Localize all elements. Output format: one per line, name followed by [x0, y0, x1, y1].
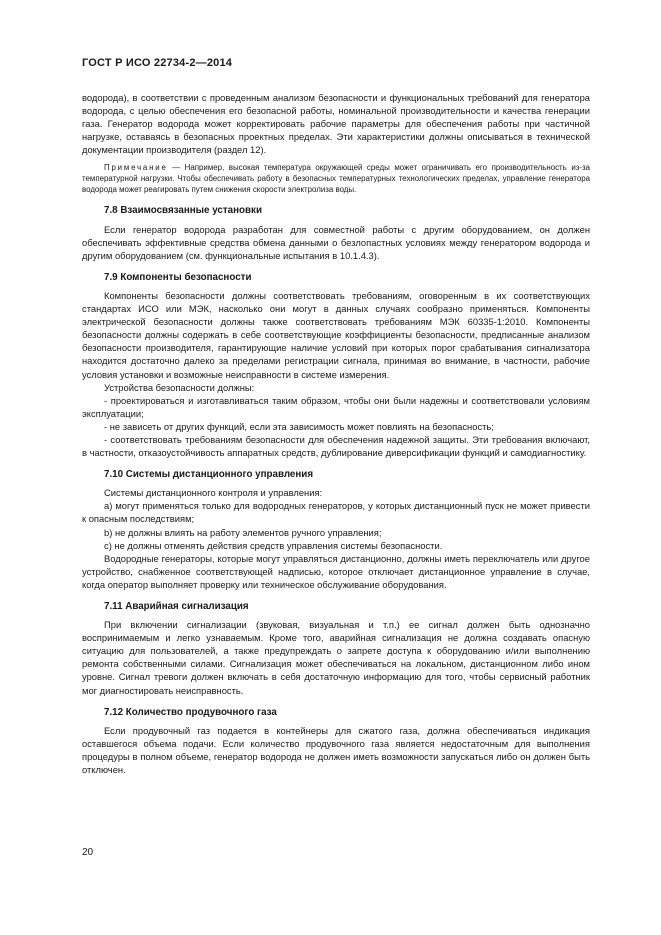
note-text: — Например, высокая температура окружающей среды может ограничивать его производительность из-за температурной нагрузки. Чтобы обеспечивать работу в безопасных температурных технологических пределах, управление генератора водорода может реагировать путем снижения скорости электролиза воды. — [82, 163, 590, 195]
section-7-11-paragraph: При включении сигнализации (звуковая, визуальная и т.п.) ее сигнал должен быть однозначно воспринимаемым и легко узнаваемым. Кроме того, аварийная сигнализация не должна создавать опасную ситуацию для пользователей, а также предупреждать о запрете доступа к оборудованию и/или выполнению ремонта собственными силами. Сигнализация может обеспечиваться на локальном, дистанционном либо ином уровне. Сигнал тревоги должен включать в себя достаточную информацию для того, чтобы сервисный работник мог диагностировать неисправность. — [82, 619, 590, 696]
list-item: a) могут применяться только для водородных генераторов, у которых дистанционный пуск не может привести к опасным последствиям; — [82, 500, 590, 525]
section-7-10-paragraph: Водородные генераторы, которые могут управляться дистанционно, должны иметь переключатель или другое устройство, снабженное соответствующей надписью, которое отключает дистанционное управление в случае, когда оператор выполняет проверку или техническое обслуживание оборудования. — [82, 552, 590, 590]
page-header: ГОСТ Р ИСО 22734-2—2014 — [82, 57, 233, 69]
section-7-9-title: 7.9 Компоненты безопасности — [104, 271, 252, 283]
list-item: - не зависеть от других функций, если эта зависимость может повлиять на безопасность; — [104, 420, 494, 432]
page-number: 20 — [82, 847, 94, 858]
section-7-9-paragraph: Компоненты безопасности должны соответствовать требованиям, оговоренным в их соответствующих стандартах ИСО или МЭК, насколько они могут в данных случаях сообразно применяться. Компоненты электрической безопасности должны также соответствовать требованиям МЭК 60335-1:2010. Компоненты безопасности должны содержать в себе соответствующие коэффициенты безопасности, предписанные анализом безопасности производителя, гарантирующие наличие условий при которых порог срабатывания сигнализатора находится достаточно далеко за пределами регистрации сигнала, принимая во внимание, в частности, рабочие условия установки и возможные неисправности в системе измерения. — [82, 289, 590, 380]
document-body — [82, 91, 590, 776]
section-7-10-title: 7.10 Системы дистанционного управления — [104, 469, 314, 481]
list-item: c) не должны отменять действия средств управления системы безопасности. — [104, 539, 443, 551]
section-7-11-title: 7.11 Аварийная сигнализация — [104, 601, 249, 612]
section-7-8-paragraph: Если генератор водорода разработан для совместной работы с другим оборудованием, он должен обеспечивать эффективные средства обмена данными о безлопастных условиях между генератором водорода и другим оборудованием (см. функциональные испытания в 10.1.4.3). — [82, 223, 590, 261]
section-7-12-title: 7.12 Количество продувочного газа — [104, 706, 277, 718]
list-item: - проектироваться и изготавливаться таким образом, чтобы они были надежны и соответствовали условиям эксплуатации; — [82, 394, 590, 419]
list-item: - соответствовать требованиям безопасности для обеспечения надежной защиты. Эти требования включают, в частности, отказоустойчивость аппаратных средств, дублирование диверсификации функций и самодиагностику. — [82, 433, 590, 459]
note — [82, 162, 590, 195]
list-item: b) не должны влиять на работу элементов ручного управления; — [104, 526, 382, 538]
section-7-8-title: 7.8 Взаимосвязанные установки — [104, 205, 262, 217]
section-7-12-paragraph: Если продувочный газ подается в контейнеры для сжатого газа, должна обеспечиваться индикация оставшегося объема подачи. Если количество продувочного газа является недостаточным для выполнения процедуры в полном объеме, генератор водорода не должен иметь возможности запускаться либо он должен быть отключен. — [82, 724, 590, 776]
note-label: Примечание — [104, 163, 168, 173]
section-7-9-paragraph: Устройства безопасности должны: — [104, 381, 255, 393]
section-7-10-paragraph: Системы дистанционного контроля и управления: — [104, 487, 323, 499]
intro-paragraph: водорода), в соответствии с проведенным анализом безопасности и функциональных требований для генератора водорода, с целью обеспечения его безопасной работы, номинальной производительности и качества генерации газа. Генератор водорода может корректировать рабочие параметры для обеспечения работы при частичной нагрузке, оставаясь в безопасных проектных пределах. Эти характеристики должны описываться в технической документации производителя (раздел 12). — [82, 92, 590, 156]
